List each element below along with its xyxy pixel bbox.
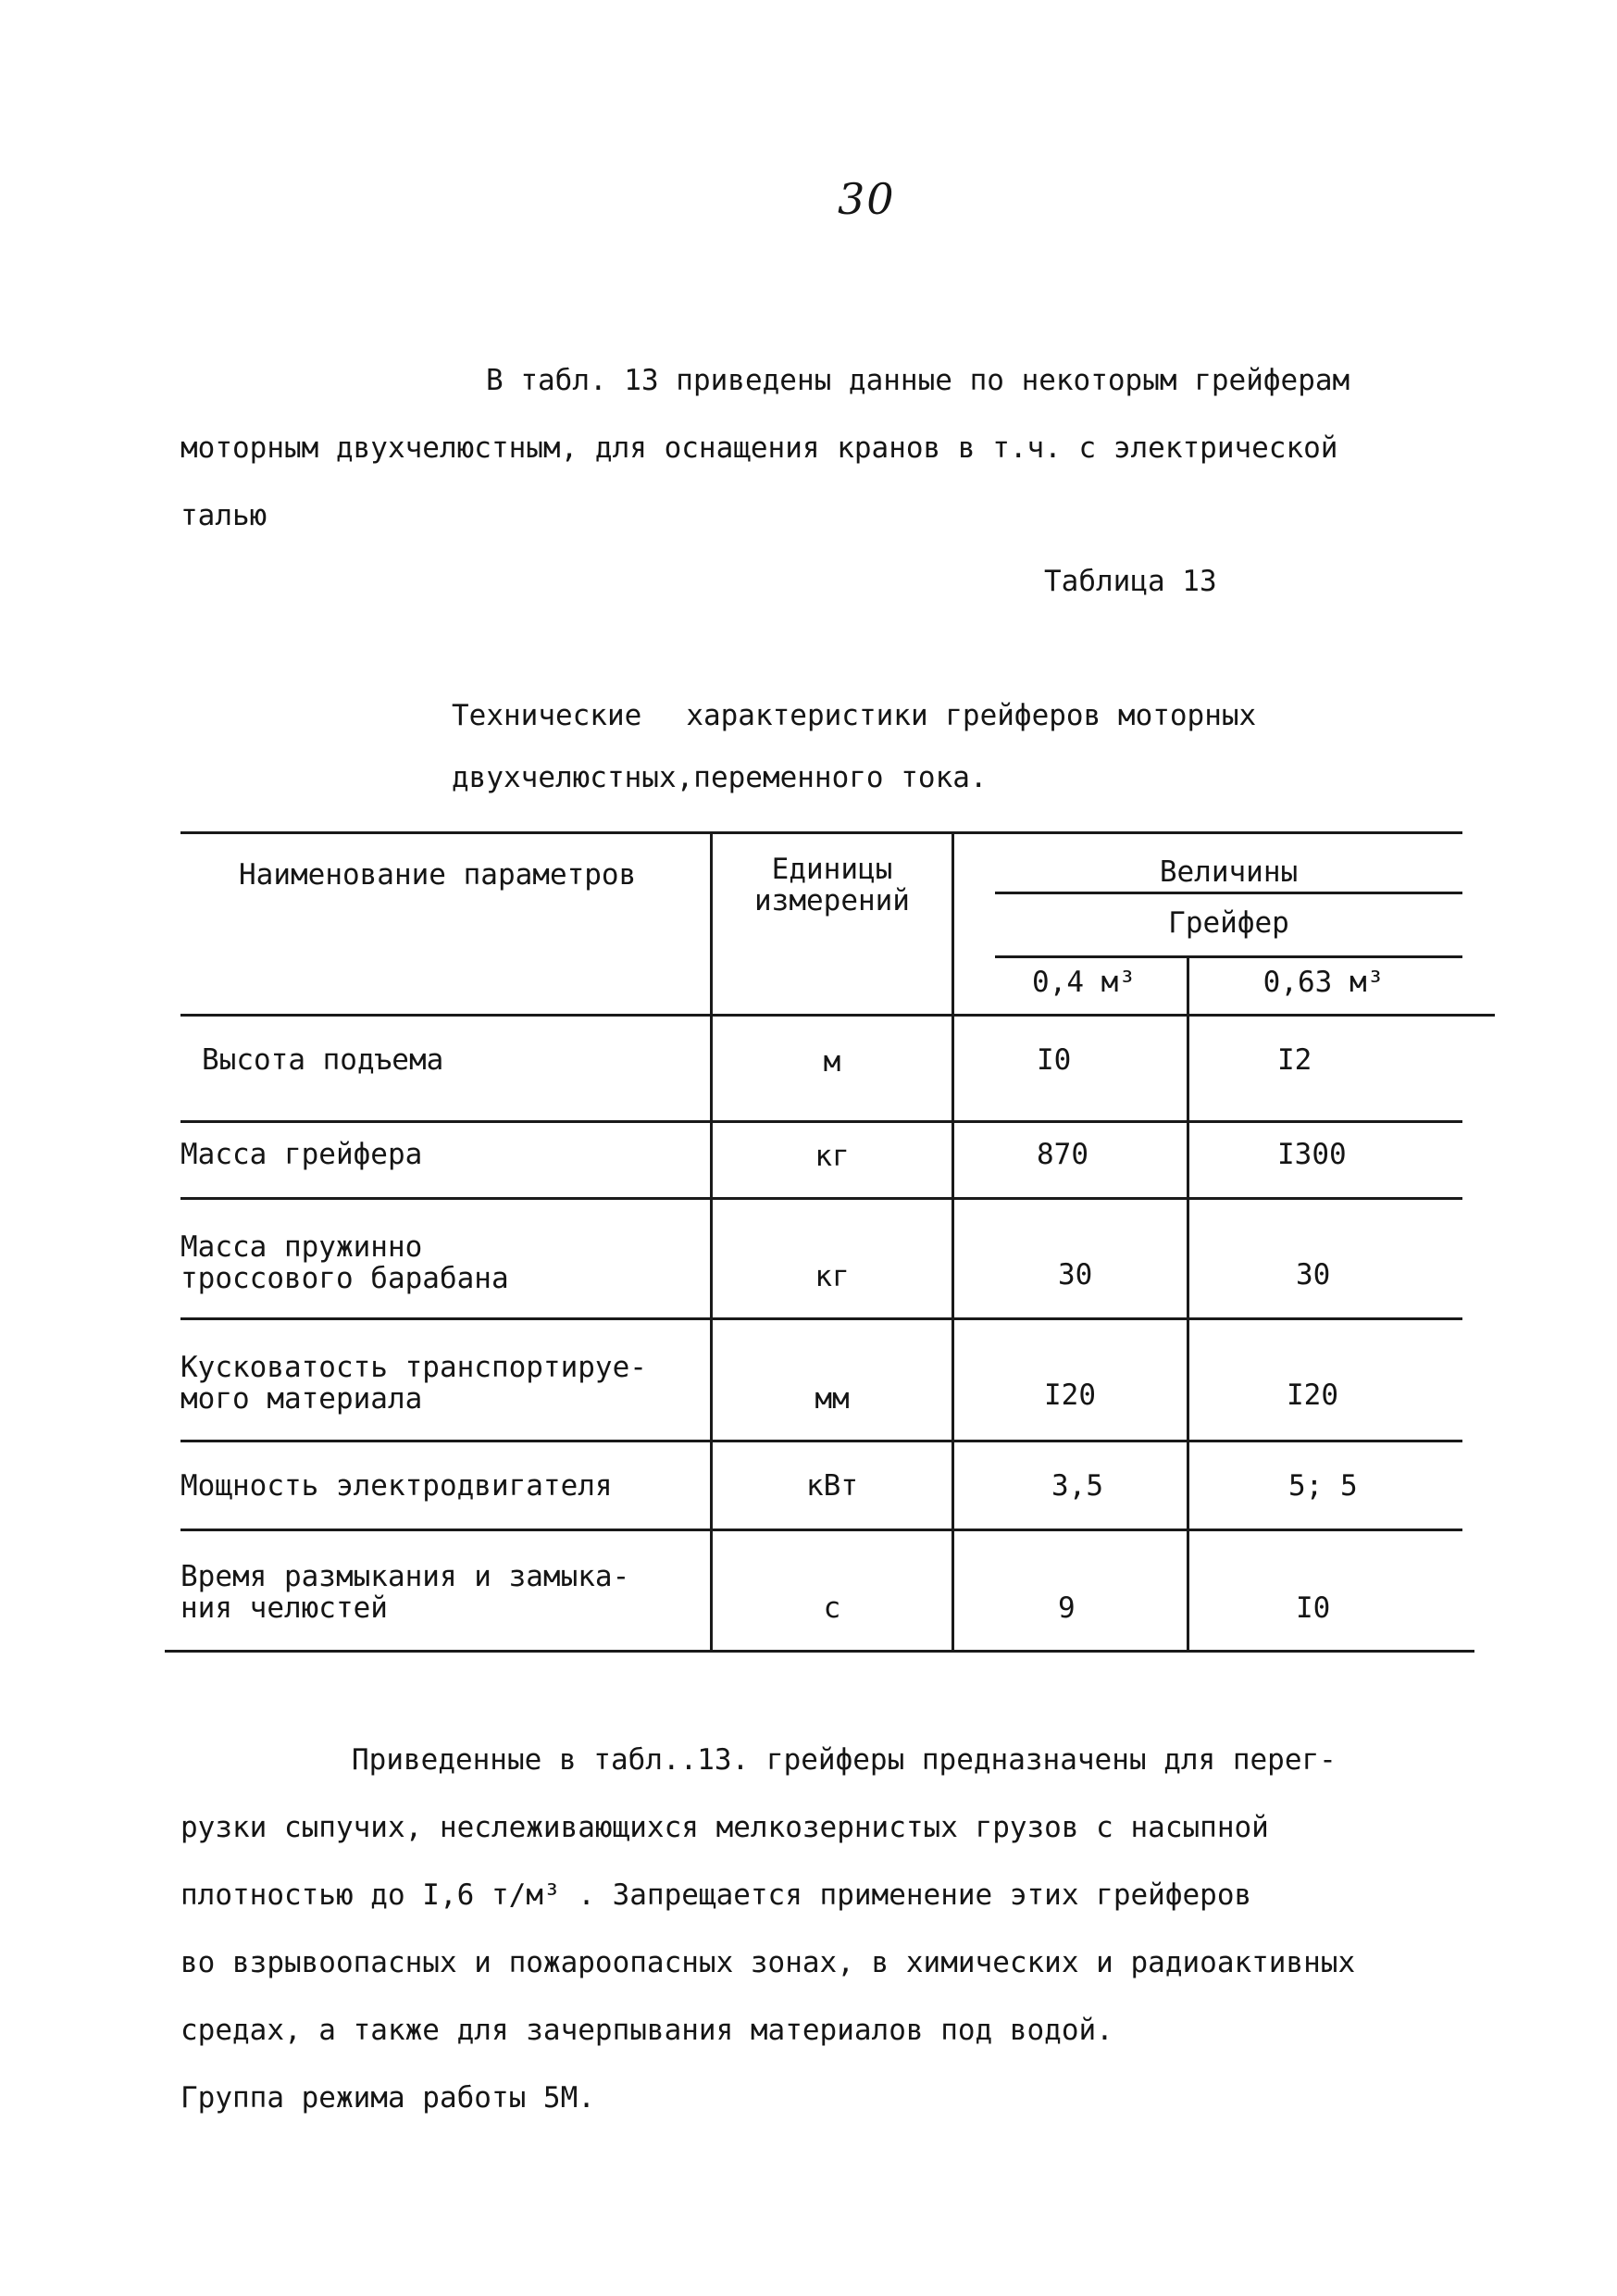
row-6-unit: с bbox=[823, 1591, 841, 1625]
closing-line-5: средах, а также для зачерпывания материалов под водой. bbox=[180, 2014, 1113, 2047]
row-6-name-line-2: ния челюстей bbox=[180, 1591, 388, 1625]
row-3-value-1: 30 bbox=[1058, 1258, 1093, 1292]
header-grab: Грейфер bbox=[1168, 906, 1289, 940]
row-rule-2 bbox=[180, 1197, 1462, 1200]
row-4-name-line-2: мого материала bbox=[180, 1382, 423, 1416]
row-3-value-2: 30 bbox=[1296, 1258, 1331, 1292]
intro-paragraph bbox=[180, 347, 1439, 550]
row-6-value-1: 9 bbox=[1058, 1591, 1076, 1625]
row-rule-3 bbox=[180, 1317, 1462, 1320]
row-4-name bbox=[180, 1352, 647, 1415]
intro-line-1: В табл. 13 приведены данные по некоторым грейферам bbox=[486, 364, 1350, 397]
values-rule bbox=[995, 892, 1462, 894]
row-2-value-1: 870 bbox=[1037, 1138, 1088, 1171]
row-4-value-2: I20 bbox=[1287, 1379, 1338, 1412]
intro-line-2: моторным двухчелюстным, для оснащения кранов в т.ч. с электрической bbox=[180, 431, 1338, 465]
closing-line-6: Группа режима работы 5М. bbox=[180, 2081, 595, 2115]
closing-line-4: во взрывоопасных и пожароопасных зонах, в химических и радиоактивных bbox=[180, 1946, 1356, 1979]
closing-line-2: рузки сыпучих, неслеживающихся мелкозернистых грузов с насыпной bbox=[180, 1811, 1269, 1844]
row-3-name-line-2: троссового барабана bbox=[180, 1262, 509, 1295]
row-4-name-line-1: Кусковатость транспортируе- bbox=[180, 1351, 647, 1384]
header-unit-line-1: Единицы bbox=[771, 853, 893, 886]
row-5-value-1: 3,5 bbox=[1051, 1469, 1103, 1503]
caption-rest-1: характеристики грейферов моторных bbox=[686, 699, 1257, 732]
row-5-name: Мощность электродвигателя bbox=[180, 1469, 613, 1503]
table-bottom-rule bbox=[165, 1650, 1474, 1653]
col-divider-2 bbox=[952, 831, 954, 1652]
row-1-value-1: I0 bbox=[1037, 1043, 1072, 1077]
row-2-unit: кг bbox=[815, 1140, 850, 1173]
row-4-value-1: I20 bbox=[1044, 1379, 1096, 1412]
row-1-name: Высота подъема bbox=[202, 1043, 444, 1077]
caption-word-1: Технические bbox=[452, 699, 642, 732]
row-rule-5 bbox=[180, 1529, 1462, 1531]
header-unit bbox=[713, 854, 952, 917]
row-5-value-2: 5; 5 bbox=[1288, 1469, 1358, 1503]
col-divider-3 bbox=[1187, 955, 1189, 1652]
row-rule-4 bbox=[180, 1440, 1462, 1442]
row-2-name: Масса грейфера bbox=[180, 1138, 423, 1171]
header-bottom-rule bbox=[180, 1014, 1495, 1017]
row-1-unit: м bbox=[823, 1045, 841, 1079]
header-col-2: 0,63 м³ bbox=[1263, 966, 1385, 999]
row-4-unit: мм bbox=[815, 1382, 850, 1416]
intro-line-3: талью bbox=[180, 499, 267, 532]
row-1-value-2: I2 bbox=[1277, 1043, 1312, 1077]
header-unit-line-2: измерений bbox=[754, 884, 910, 917]
grab-rule bbox=[995, 955, 1462, 958]
row-2-value-2: I300 bbox=[1277, 1138, 1347, 1171]
table-label: Таблица 13 bbox=[1044, 565, 1217, 598]
header-param: Наименование параметров bbox=[239, 858, 637, 892]
row-3-name bbox=[180, 1231, 509, 1294]
closing-line-3: плотностью до I,6 т/м³ . Запрещается применение этих грейферов bbox=[180, 1878, 1252, 1912]
col-divider-1 bbox=[710, 831, 713, 1652]
row-3-unit: кг bbox=[815, 1260, 850, 1293]
row-3-name-line-1: Масса пружинно bbox=[180, 1230, 423, 1264]
row-6-name bbox=[180, 1561, 629, 1624]
row-5-unit: кВт bbox=[806, 1469, 858, 1503]
row-6-value-2: I0 bbox=[1296, 1591, 1331, 1625]
header-values: Величины bbox=[1159, 855, 1299, 889]
page-number: 30 bbox=[838, 174, 896, 224]
row-6-name-line-1: Время размыкания и замыка- bbox=[180, 1560, 630, 1593]
closing-paragraph bbox=[180, 1727, 1458, 2132]
caption-line-2: двухчелюстных,переменного тока. bbox=[452, 761, 988, 794]
table-top-rule bbox=[180, 831, 1462, 834]
row-rule-1 bbox=[180, 1120, 1462, 1123]
table-caption bbox=[452, 685, 1424, 809]
closing-line-1: Приведенные в табл..13. грейферы предназначены для перег- bbox=[352, 1743, 1337, 1777]
header-col-1: 0,4 м³ bbox=[1032, 966, 1136, 999]
